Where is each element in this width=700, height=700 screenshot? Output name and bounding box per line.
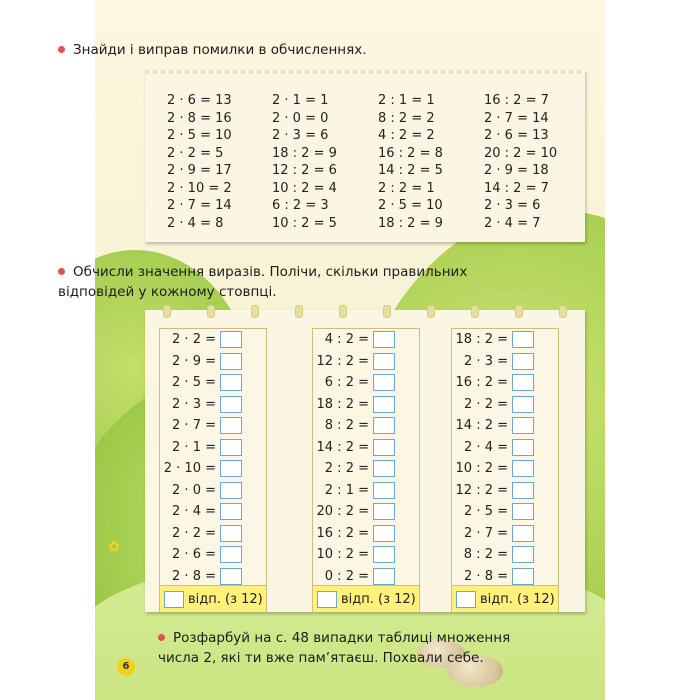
equation: 2 · 4 = 7 (484, 215, 541, 231)
task-row: 0 : 2 = (313, 566, 419, 588)
equation: 2 · 9 = 17 (167, 163, 232, 178)
answer-box[interactable] (220, 417, 242, 434)
equation: 10 : 2 = 4 (272, 180, 337, 196)
answer-box[interactable] (220, 331, 242, 348)
answer-box[interactable] (220, 503, 242, 520)
task-row: 14 : 2 = (452, 415, 558, 437)
answer-box[interactable] (512, 460, 534, 477)
equation: 4 : 2 = 2 (378, 128, 435, 143)
task-row: 8 : 2 = (452, 544, 558, 566)
answer-box[interactable] (220, 460, 242, 477)
answer-box[interactable] (373, 353, 395, 370)
task-row: 12 : 2 = (452, 480, 558, 502)
task3-instruction (158, 628, 548, 668)
task2-column (159, 328, 267, 612)
task-row: 18 : 2 = (313, 394, 419, 416)
equation: 2 · 2 = 5 (167, 145, 224, 161)
answer-box[interactable] (512, 439, 534, 456)
task-row: 20 : 2 = (313, 501, 419, 523)
task-row: 12 : 2 = (313, 351, 419, 373)
answer-box[interactable] (220, 525, 242, 542)
answer-box[interactable] (512, 331, 534, 348)
task1-sheet (145, 70, 585, 242)
answer-box[interactable] (512, 417, 534, 434)
task-row: 2 · 8 = (452, 566, 558, 588)
answer-box[interactable] (373, 439, 395, 456)
answer-box[interactable] (373, 546, 395, 563)
equation: 14 : 2 = 7 (484, 180, 549, 196)
equation: 14 : 2 = 5 (378, 163, 443, 178)
task1-column (167, 92, 232, 232)
answer-box[interactable] (512, 503, 534, 520)
bullet-icon (58, 46, 65, 53)
answer-box[interactable] (512, 525, 534, 542)
count-box[interactable] (317, 591, 337, 608)
task2-text: Обчисли значення виразів. Полічи, скільки правильних відповідей у кожному стовпці. (58, 264, 468, 300)
task2-column (451, 328, 559, 612)
task1-column (484, 92, 557, 232)
task-row: 16 : 2 = (452, 372, 558, 394)
task1-column (272, 92, 337, 232)
answer-box[interactable] (373, 417, 395, 434)
task-row: 10 : 2 = (452, 458, 558, 480)
task-row: 10 : 2 = (313, 544, 419, 566)
count-box[interactable] (456, 591, 476, 608)
task-row: 2 · 2 = (160, 329, 266, 351)
equation: 2 · 10 = 2 (167, 180, 232, 196)
task-row: 2 · 5 = (452, 501, 558, 523)
task1-column (378, 92, 443, 232)
footer-label: відп. (з 12) (188, 591, 263, 607)
task-row: 2 · 4 = (452, 437, 558, 459)
answer-box[interactable] (373, 568, 395, 585)
answer-box[interactable] (373, 525, 395, 542)
answer-box[interactable] (373, 374, 395, 391)
answer-box[interactable] (512, 353, 534, 370)
equation: 12 : 2 = 6 (272, 163, 337, 178)
footer-label: відп. (з 12) (480, 591, 555, 607)
page-number: 6 (117, 658, 135, 676)
equation: 2 · 7 = 14 (167, 198, 232, 213)
equation: 16 : 2 = 7 (484, 93, 549, 108)
task-row: 2 : 1 = (313, 480, 419, 502)
task-row: 8 : 2 = (313, 415, 419, 437)
equation: 2 · 5 = 10 (167, 128, 232, 143)
task-row: 2 · 7 = (160, 415, 266, 437)
equation: 10 : 2 = 5 (272, 215, 337, 231)
correct-count-footer (313, 585, 419, 612)
equation: 2 · 3 = 6 (272, 128, 329, 143)
task2-instruction (58, 262, 468, 302)
answer-box[interactable] (220, 439, 242, 456)
equation: 2 · 4 = 8 (167, 215, 224, 231)
answer-box[interactable] (512, 396, 534, 413)
answer-box[interactable] (373, 331, 395, 348)
equation: 16 : 2 = 8 (378, 145, 443, 161)
equation: 18 : 2 = 9 (378, 215, 443, 231)
task-row: 6 : 2 = (313, 372, 419, 394)
answer-box[interactable] (220, 546, 242, 563)
correct-count-footer (160, 585, 266, 612)
answer-box[interactable] (220, 396, 242, 413)
equation: 20 : 2 = 10 (484, 145, 558, 161)
task-row: 2 · 8 = (160, 566, 266, 588)
binder-holes (145, 305, 585, 317)
task1-instruction (58, 40, 478, 60)
task-row: 18 : 2 = (452, 329, 558, 351)
answer-box[interactable] (220, 374, 242, 391)
equation: 2 · 1 = 1 (272, 93, 329, 108)
task1-text: Знайди і виправ помилки в обчисленнях. (73, 42, 367, 58)
equation: 2 · 8 = 16 (167, 110, 232, 126)
equation: 2 · 3 = 6 (484, 198, 541, 213)
task-row: 2 · 7 = (452, 523, 558, 545)
equation: 2 · 7 = 14 (484, 110, 549, 126)
equation: 2 · 5 = 10 (378, 198, 443, 213)
task-row: 2 · 6 = (160, 544, 266, 566)
equation: 18 : 2 = 9 (272, 145, 337, 161)
task-row: 14 : 2 = (313, 437, 419, 459)
answer-box[interactable] (512, 374, 534, 391)
task-row: 2 · 3 = (452, 351, 558, 373)
equation: 8 : 2 = 2 (378, 110, 435, 126)
task-row: 2 : 2 = (313, 458, 419, 480)
task3-text: Розфарбуй на с. 48 випадки таблиці множення числа 2, які ти вже пам’ятаєш. Похвали себе. (158, 630, 511, 666)
count-box[interactable] (164, 591, 184, 608)
correct-count-footer (452, 585, 558, 612)
task2-column (312, 328, 420, 612)
task-row: 16 : 2 = (313, 523, 419, 545)
answer-box[interactable] (512, 546, 534, 563)
answer-box[interactable] (373, 503, 395, 520)
answer-box[interactable] (373, 396, 395, 413)
task-row: 2 · 3 = (160, 394, 266, 416)
task-row: 4 : 2 = (313, 329, 419, 351)
equation: 2 · 6 = 13 (167, 93, 232, 108)
equation: 2 · 0 = 0 (272, 110, 329, 126)
equation: 6 : 2 = 3 (272, 198, 329, 213)
task2-sheet (145, 310, 585, 612)
task-row: 2 · 2 = (160, 523, 266, 545)
task-row: 2 · 4 = (160, 501, 266, 523)
bullet-icon (158, 634, 165, 641)
footer-label: відп. (з 12) (341, 591, 416, 607)
task-row: 2 · 9 = (160, 351, 266, 373)
bullet-icon (58, 268, 65, 275)
task-row: 2 · 1 = (160, 437, 266, 459)
task-row: 2 · 5 = (160, 372, 266, 394)
equation: 2 : 1 = 1 (378, 93, 435, 108)
flower-icon: ✿ (108, 539, 120, 555)
equation: 2 : 2 = 1 (378, 180, 435, 196)
answer-box[interactable] (220, 568, 242, 585)
answer-box[interactable] (220, 353, 242, 370)
answer-box[interactable] (512, 482, 534, 499)
task-row: 2 · 2 = (452, 394, 558, 416)
answer-box[interactable] (373, 460, 395, 477)
equation: 2 · 9 = 18 (484, 163, 549, 178)
equation: 2 · 6 = 13 (484, 128, 549, 143)
answer-box[interactable] (373, 482, 395, 499)
answer-box[interactable] (512, 568, 534, 585)
task-row: 2 · 10 = (160, 458, 266, 480)
answer-box[interactable] (220, 482, 242, 499)
task-row: 2 · 0 = (160, 480, 266, 502)
